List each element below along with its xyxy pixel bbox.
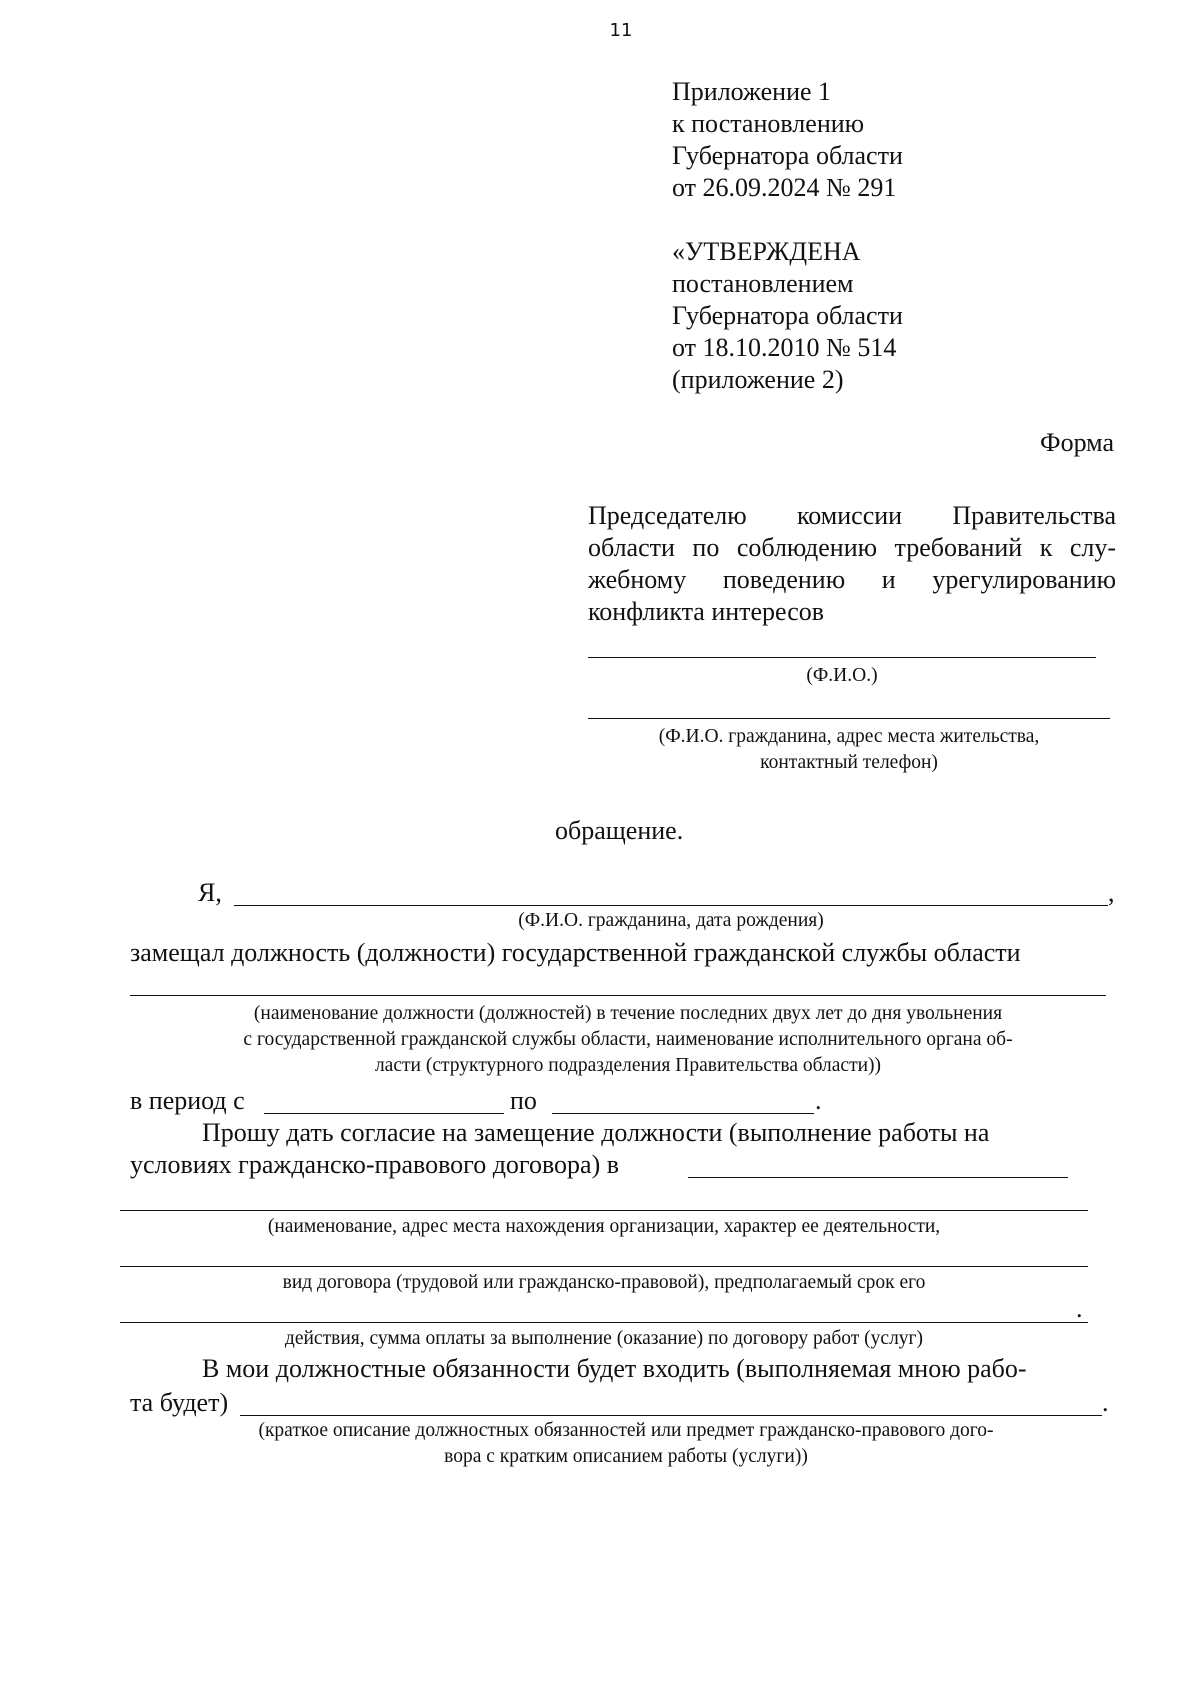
period-from-field[interactable] — [264, 1113, 504, 1114]
duties-line-1: В мои должностные обязанности будет входить (выполняемая мною рабо- — [202, 1354, 1027, 1383]
duties-caption-line-1: (краткое описание должностных обязанностей или предмет гражданско-правового дого- — [258, 1420, 994, 1441]
fio-chairman-field[interactable] — [588, 657, 1096, 658]
appendix-line: от 26.09.2024 № 291 — [672, 173, 897, 202]
request-line-2: условиях гражданско-правового договора) в — [130, 1150, 620, 1179]
fio-birth-caption: (Ф.И.О. гражданина, дата рождения) — [518, 910, 824, 931]
organization-field-2[interactable] — [120, 1210, 1088, 1211]
period-end-dot: . — [815, 1086, 822, 1115]
addressee-line: жебному поведению и урегулированию — [588, 565, 1116, 594]
approval-line: Губернатора области — [672, 301, 903, 330]
duties-line-2: та будет) — [130, 1388, 229, 1417]
i-suffix: , — [1108, 878, 1115, 907]
addressee-line: конфликта интересов — [588, 597, 825, 626]
approval-line: от 18.10.2010 № 514 — [672, 333, 897, 362]
org-caption-line-2: вид договора (трудовой или гражданско-правовой), предполагаемый срок его — [282, 1272, 926, 1293]
citizen-info-field[interactable] — [588, 718, 1110, 719]
approval-block — [672, 236, 903, 396]
org-caption-line-3: действия, сумма оплаты за выполнение (оказание) по договору работ (услуг) — [284, 1328, 924, 1349]
organization-field-4[interactable] — [120, 1322, 1088, 1323]
fio-birth-field[interactable] — [234, 905, 1108, 906]
position-caption-line-3: ласти (структурного подразделения Правительства области)) — [374, 1055, 882, 1076]
held-position-text: замещал должность (должности) государственной гражданской службы области — [130, 938, 1021, 967]
appendix-block — [672, 76, 903, 204]
addressee-line: области по соблюдению требований к слу- — [588, 533, 1116, 562]
citizen-caption-line-2: контактный телефон) — [760, 752, 938, 773]
position-caption-line-1: (наименование должности (должностей) в течение последних двух лет до дня увольнения — [253, 1003, 1003, 1024]
fio-caption: (Ф.И.О.) — [806, 665, 878, 686]
page-number: 11 — [609, 20, 633, 41]
approval-line: постановлением — [672, 269, 854, 298]
addressee-line: Председателю комиссии Правительства — [588, 501, 1116, 530]
duties-end-dot: . — [1102, 1388, 1109, 1417]
position-caption-line-2: с государственной гражданской службы области, наименование исполнительного органа об- — [243, 1029, 1013, 1050]
duties-field[interactable] — [240, 1415, 1102, 1416]
appendix-line: к постановлению — [672, 109, 865, 138]
period-from-label: в период с — [130, 1086, 245, 1115]
org-end-dot: . — [1076, 1294, 1083, 1323]
org-caption-line-1: (наименование, адрес места нахождения организации, характер ее деятельности, — [267, 1216, 941, 1237]
duties-caption-line-2: вора с кратким описанием работы (услуги)) — [444, 1446, 808, 1467]
form-label: Форма — [1040, 428, 1114, 457]
appendix-line: Губернатора области — [672, 141, 903, 170]
document-title: обращение. — [555, 816, 684, 845]
organization-field[interactable] — [688, 1177, 1068, 1178]
period-to-field[interactable] — [552, 1113, 814, 1114]
appendix-line: Приложение 1 — [672, 77, 832, 106]
period-to-label: по — [510, 1086, 537, 1115]
i-prefix: Я, — [198, 878, 222, 907]
approval-line: (приложение 2) — [672, 365, 844, 394]
position-field[interactable] — [130, 995, 1106, 996]
addressee-block — [588, 500, 1116, 628]
request-line-1: Прошу дать согласие на замещение должности (выполнение работы на — [202, 1118, 990, 1147]
citizen-caption-line-1: (Ф.И.О. гражданина, адрес места жительства, — [658, 726, 1040, 747]
organization-field-3[interactable] — [120, 1266, 1088, 1267]
approval-line: «УТВЕРЖДЕНА — [672, 237, 861, 266]
